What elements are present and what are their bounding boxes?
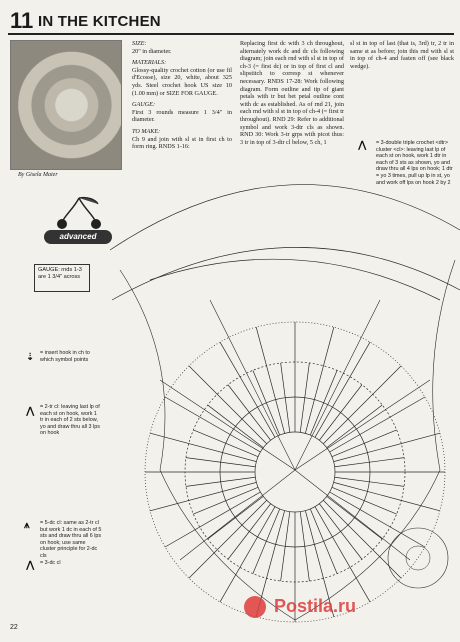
dtr-cluster-icon: ⋀ [358,140,367,151]
difficulty-label: advanced [44,230,112,244]
legend-2-tr-cluster: = 2-tr cl: leaving last lp of each st on hook, work 1 tr in each of 2 sts below, yo and draw thru all 3 lps on hook [40,404,100,437]
column-1 [132,40,232,151]
size-text: 20" in diameter. [132,47,172,55]
five-dc-cluster-icon: ⩚ [24,520,30,531]
gauge-text: First 3 rounds measure 1 3/4" in diameter. [132,108,232,124]
to-make-text: Ch 9 and join with sl st in first ch to form ring. RNDS 1-16: [132,135,232,151]
chapter-title: IN THE KITCHEN [38,13,161,30]
doily-photo [10,40,122,170]
size-heading: SIZE: [132,40,147,47]
cherries-icon [36,196,122,230]
small-motif-diagram [388,528,448,588]
watermark: Postila.ru [274,596,357,616]
three-dc-cluster-icon: ⋀ [26,560,35,571]
gauge-box: GAUGE: rnds 1-3 are 1 3/4" across [34,264,90,292]
materials-text: Glossy-quality crochet cotton (or use fil d'Ecosse), size 20, white, about 325 yds. Steel crochet hook US size 10 (1.00 mm) or SIZE FOR GAUGE. [132,66,232,97]
materials-heading: MATERIALS: [132,59,167,67]
to-make-heading: TO MAKE: [132,127,161,135]
watermark-pin-icon [244,596,266,618]
photo-credit: By Gisela Maier [18,172,58,178]
legend-insert-hook: = insert hook in ch to which symbol points [40,350,90,363]
two-tr-cluster-icon: ⋀ [26,406,35,417]
header-rule [8,33,454,35]
legend-3-dc-cluster: = 3-dc cl [40,560,61,566]
instructions-end-text: sl st in top of last (that is, 3rd) tr, 2 tr in same st as before; join this rnd with sl st in top of ch-4 and fasten off (see black wedge). [350,40,454,70]
column-3 [350,40,454,70]
column-2 [240,40,344,146]
chapter-number: 11 [10,8,34,33]
difficulty-badge [36,196,122,246]
gauge-heading: GAUGE: [132,101,156,109]
page-number: 22 [10,624,18,631]
header [8,6,454,34]
legend-dtr-cluster: = 3-double triple crochet <dtr> cluster <cl>: leaving last lp of each st on hook, work 1 dtr in each of 3 sts as shown, yo and draw thru all 4 lps on hook; 1 dtr = yo 3 times, pull up lp in st, yo and work off lps on hook 2 by 2 [376,140,453,186]
instructions-text: Replacing first dc with 3 ch throughout, alternately work dc and dc cls following diagram; join each rnd with sl st in top of ch-3 (= first dc) or in top of first cl and slipstitch to corresp st whenever necessary. RNDS 17-28: Work following diagram. Form outline and tip of giant petals with tr but bet petal outline cont with dc as established. As of rnd 21, join each rnd with sl st in top of ch-4 (= first tr throughout). RND 29: Refer to additional symbol and work 3-dtr cls as shown. RND 30: Work 3-tr grps with picot thus: 3 tr in top of 3-dtr cl below, 5 ch, 1 [240,40,345,146]
legend-5-dc-cluster: = 5-dc cl: same as 2-tr cl but work 1 dc in each of 5 sts and draw thru all 6 lps on hook; use same cluster principle for 2-dc cls [40,520,102,559]
insert-hook-icon: ⇣ [26,352,35,363]
